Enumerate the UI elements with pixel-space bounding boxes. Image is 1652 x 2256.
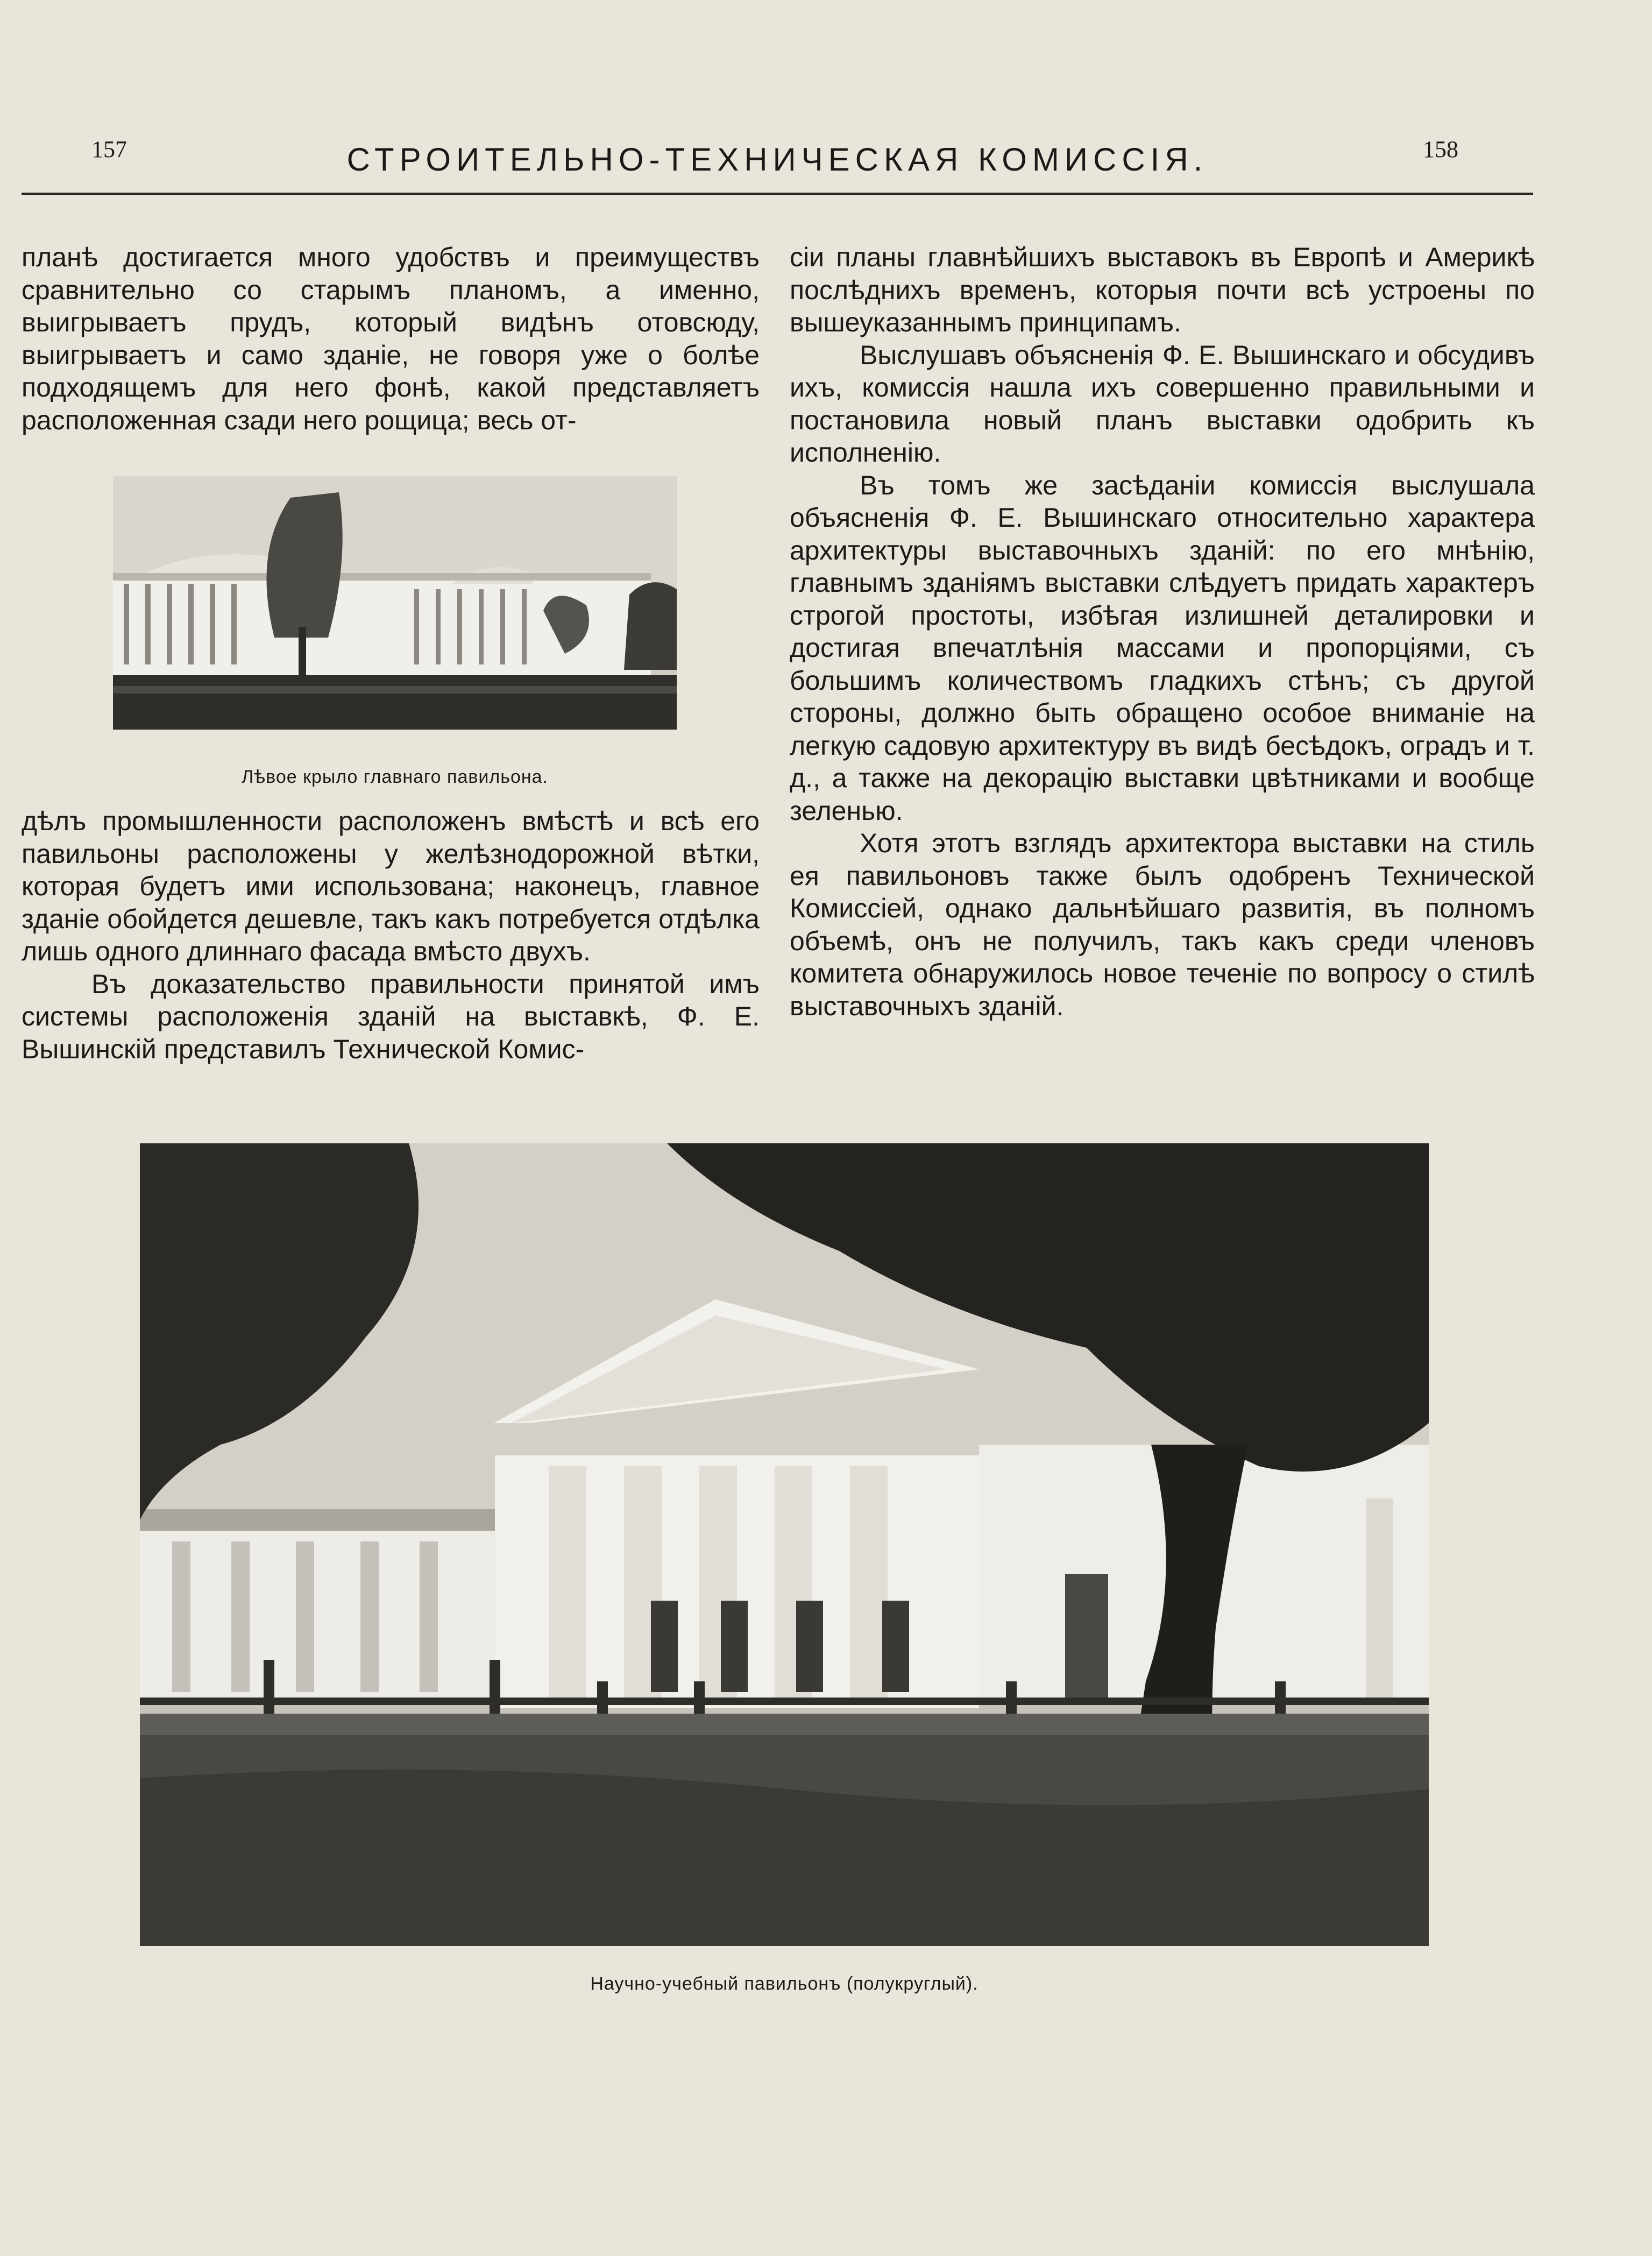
left-column-bottom	[22, 805, 760, 1065]
photo-science-pavilion	[140, 1143, 1429, 1946]
photo-left-wing-pavilion	[113, 476, 677, 730]
caption-small-figure: Лѣвое крыло главнаго павильона.	[241, 767, 549, 787]
caption-large-figure: Научно-учебный павильонъ (полукруглый).	[590, 1974, 979, 1994]
page-number-right: 158	[1423, 136, 1458, 162]
paragraph: дѣлъ промышленности расположенъ вмѣстѣ и всѣ его павильоны расположены у желѣзнодорожной вѣтки, которая будетъ ими использована; наконецъ, главное зданіе обойдется дешевле, такъ какъ потребуется отдѣлка лишь одного длиннаго фасада вмѣсто двухъ.	[22, 806, 760, 966]
left-column-top	[22, 241, 760, 436]
paragraph: планѣ достигается много удобствъ и преимуществъ сравнительно со старымъ планомъ, а именно, выигрываетъ прудъ, который видѣнъ отовсюду, выигрываетъ и само зданіе, не говоря уже о болѣе подходящемъ для него фонѣ, какой представляетъ расположенная сзади него рощица; весь от-	[22, 242, 760, 435]
paragraph: Въ доказательство правильности принятой имъ системы расположенія зданій на выставкѣ, Ф. Е. Вышинскій представилъ Технической Комис-	[22, 968, 760, 1064]
paragraph: Выслушавъ объясненія Ф. Е. Вышинскаго и обсудивъ ихъ, комиссія нашла ихъ совершенно правильными и постановила новый планъ выставки одобрить къ исполненію.	[790, 340, 1535, 468]
running-head-title: СТРОИТЕЛЬНО-ТЕХНИЧЕСКАЯ КОМИССІЯ.	[346, 142, 1208, 178]
paragraph: сіи планы главнѣйшихъ выставокъ въ Европѣ и Америкѣ послѣднихъ временъ, которыя почти всѣ устроены по вышеуказаннымъ принципамъ.	[790, 242, 1535, 337]
paragraph: Въ томъ же засѣданіи комиссія выслушала объясненія Ф. Е. Вышинскаго относительно характера архитектуры выставочныхъ зданій: по его мнѣнію, главнымъ зданіямъ выставки слѣдуетъ придать характеръ строгой простоты, избѣгая излишней деталировки и достигая впечатлѣнія массами и пропорціями, съ большимъ количествомъ гладкихъ стѣнъ; съ другой стороны, должно быть обращено особое вниманіе на легкую садовую архитектуру въ видѣ бесѣдокъ, оградъ и т. д., а также на декорацію выставки цвѣтниками и вообще зеленью.	[790, 470, 1535, 826]
page-number-left: 157	[91, 136, 127, 162]
header-rule	[22, 193, 1533, 195]
paragraph: Хотя этотъ взглядъ архитектора выставки на стиль ея павильоновъ также былъ одобренъ Технической Комиссіей, однако дальнѣйшаго развитія, въ полномъ объемѣ, онъ не получилъ, такъ какъ среди членовъ комитета обнаружилось новое теченіе по вопросу о стилѣ выставочныхъ зданій.	[790, 828, 1535, 1021]
right-column	[790, 241, 1535, 1022]
